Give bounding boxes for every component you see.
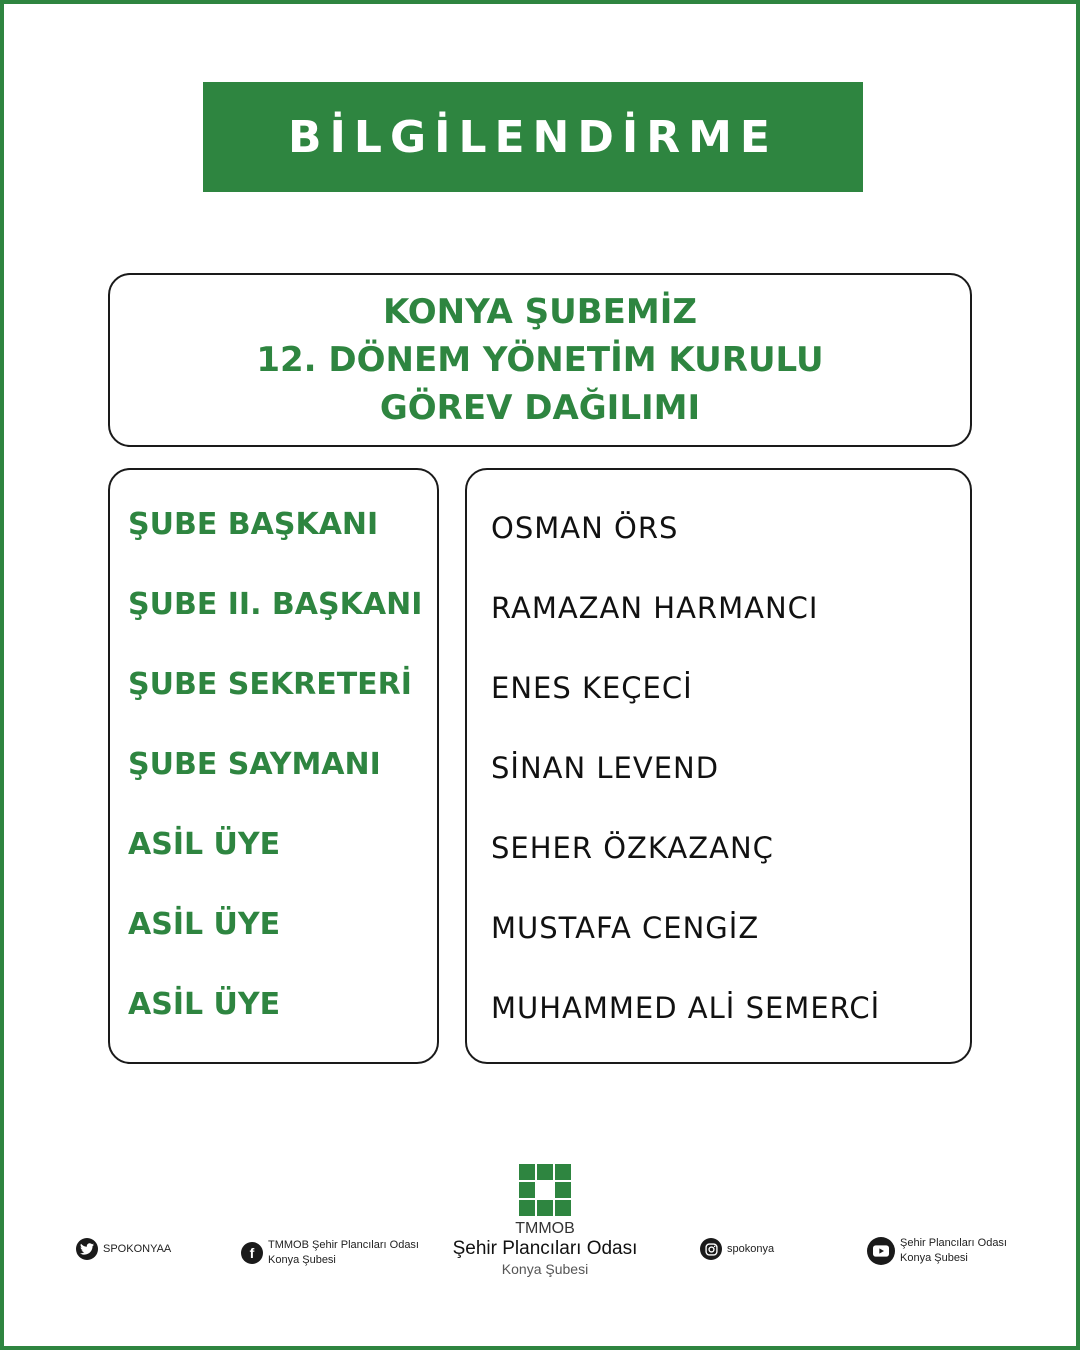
names-panel — [465, 468, 972, 1064]
youtube-label — [900, 1236, 1007, 1266]
twitter-icon — [76, 1238, 98, 1260]
heading-box — [108, 273, 972, 447]
heading-line-2: 12. DÖNEM YÖNETİM KURULU — [256, 340, 824, 380]
member-name: MUHAMMED ALİ SEMERCİ — [491, 991, 881, 1025]
instagram-link[interactable] — [700, 1238, 774, 1260]
instagram-handle: spokonya — [727, 1242, 775, 1255]
role-label: ASİL ÜYE — [128, 827, 281, 862]
header-title: BİLGİLENDİRME — [288, 111, 778, 163]
role-label: ASİL ÜYE — [128, 987, 281, 1022]
member-name: OSMAN ÖRS — [491, 511, 679, 545]
header-banner — [203, 82, 863, 192]
role-label: ŞUBE BAŞKANI — [128, 507, 379, 542]
heading-line-3: GÖREV DAĞILIMI — [379, 388, 701, 428]
logo-line-2: Şehir Plancıları Odası — [452, 1238, 638, 1259]
twitter-handle: SPOKONYAA — [103, 1242, 172, 1255]
tmmob-logo — [440, 1164, 650, 1284]
youtube-icon — [867, 1237, 895, 1265]
roles-panel — [108, 468, 439, 1064]
youtube-line-1: Şehir Plancıları Odası — [900, 1237, 1007, 1249]
facebook-icon: f — [241, 1242, 263, 1264]
twitter-link[interactable] — [76, 1238, 171, 1260]
logo-mark-icon — [519, 1164, 571, 1216]
logo-line-1: TMMOB — [515, 1220, 575, 1237]
role-label: ASİL ÜYE — [128, 907, 281, 942]
role-label: ŞUBE II. BAŞKANI — [128, 587, 423, 622]
member-name: ENES KEÇECİ — [491, 671, 693, 705]
member-name: RAMAZAN HARMANCI — [491, 591, 819, 625]
instagram-icon — [700, 1238, 722, 1260]
role-label: ŞUBE SAYMANI — [128, 747, 381, 782]
facebook-link[interactable] — [241, 1238, 419, 1268]
member-name: SİNAN LEVEND — [491, 751, 720, 785]
member-name: SEHER ÖZKAZANÇ — [491, 831, 774, 865]
member-name: MUSTAFA CENGİZ — [491, 911, 760, 945]
facebook-line-1: TMMOB Şehir Plancıları Odası — [268, 1239, 419, 1251]
youtube-line-2: Konya Şubesi — [900, 1252, 968, 1264]
heading-line-1: KONYA ŞUBEMİZ — [382, 292, 698, 332]
facebook-line-2: Konya Şubesi — [268, 1254, 336, 1266]
youtube-link[interactable] — [867, 1236, 1007, 1266]
role-label: ŞUBE SEKRETERİ — [128, 667, 412, 702]
logo-line-3: Konya Şubesi — [501, 1261, 589, 1277]
facebook-label — [268, 1238, 419, 1268]
